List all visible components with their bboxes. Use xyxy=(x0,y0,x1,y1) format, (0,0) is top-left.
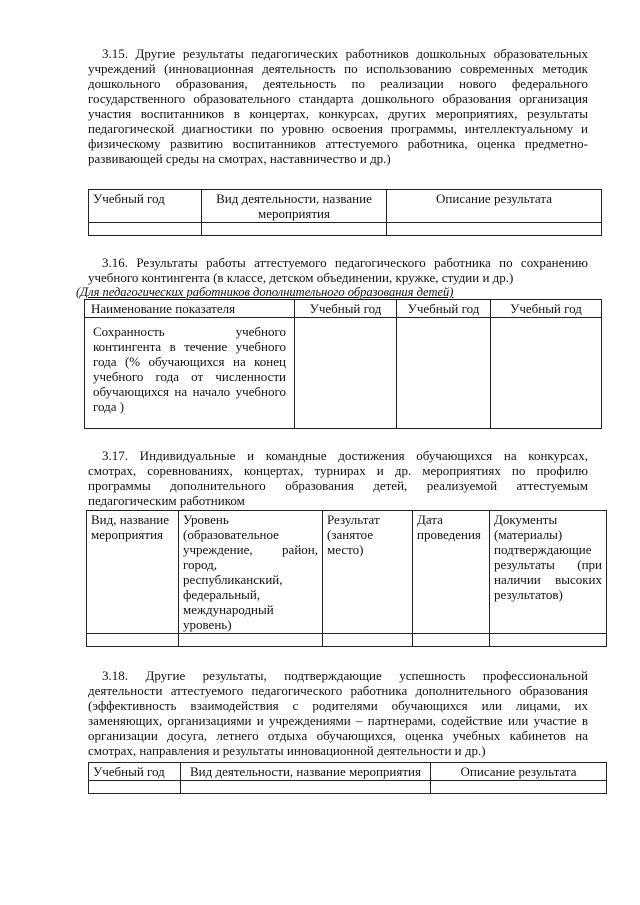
header-cell: Учебный год xyxy=(295,300,397,318)
table-cell xyxy=(179,634,323,647)
header-cell: Наименование показателя xyxy=(85,300,295,318)
section-3-16-text xyxy=(88,255,588,285)
table-3-15 xyxy=(88,189,602,236)
section-3-17-text xyxy=(88,448,588,508)
table-cell xyxy=(89,781,181,794)
header-cell: Вид, название мероприятия xyxy=(87,511,179,634)
text-line: 3.17. Индивидуальные и командные достижения обучающихся на конкурсах, xyxy=(102,448,588,463)
table-cell xyxy=(323,634,413,647)
header-cell: Результат (занятое место) xyxy=(323,511,413,634)
header-cell: Учебный год xyxy=(89,763,181,781)
text-line: организации досуга, летнего отдыха обучающихся, оценка учебных кабинетов на xyxy=(88,728,588,743)
table-cell xyxy=(413,634,490,647)
text-line: учебного контингента (в классе, детском объединении, кружке, студии и др.) xyxy=(88,270,514,285)
table-cell xyxy=(490,634,607,647)
header-cell: Дата проведения xyxy=(413,511,490,634)
table-cell xyxy=(431,781,607,794)
section-3-18-text xyxy=(88,668,588,758)
section-3-16-note: (Для педагогических работников дополнительного образования детей) xyxy=(76,285,454,299)
table-3-16 xyxy=(84,299,602,429)
text-line: 3.15. Другие результаты педагогических работников дошкольных образовательных xyxy=(102,46,588,61)
table-cell xyxy=(87,634,179,647)
table-3-17 xyxy=(86,510,607,647)
header-cell: Описание результата xyxy=(431,763,607,781)
header-cell: Вид деятельности, название мероприятия xyxy=(181,763,431,781)
text-line: смотрах, соревнованиях, концертах, турнирах и др. мероприятиях по профилю xyxy=(88,463,588,478)
text-line: учреждений (инновационная деятельность по использованию современных методик xyxy=(88,61,588,76)
text-line: педагогическим работником xyxy=(88,493,245,508)
header-cell: Учебный год xyxy=(491,300,602,318)
header-cell: Учебный год xyxy=(89,190,202,223)
text-line: дошкольного образования, деятельность по реализации нового федерального xyxy=(88,76,588,91)
table-cell xyxy=(387,223,602,236)
header-cell: Учебный год xyxy=(397,300,491,318)
header-cell: Описание результата xyxy=(387,190,602,223)
text-line: физическому развитию воспитанников аттестуемого работника, оценка предметно- xyxy=(88,136,588,151)
text-line: педагогической диагностики по уровню освоения программы, интеллектуальному и xyxy=(88,121,588,136)
text-line: (эффективность взаимодействия с родителями обучающихся или лицами, их xyxy=(88,698,588,713)
text-line: государственного образовательного стандарта дошкольного образования организация xyxy=(88,91,588,106)
table-cell xyxy=(181,781,431,794)
table-cell xyxy=(491,318,602,429)
table-cell xyxy=(202,223,387,236)
text-line: деятельности аттестуемого педагогического работника дополнительного образования xyxy=(88,683,588,698)
text-line: заменяющих, организациями и учреждениями – партнерами, содействие или участие в xyxy=(88,713,588,728)
text-line: программы дополнительного образования детей, реализуемой аттестуемым xyxy=(88,478,588,493)
table-cell xyxy=(397,318,491,429)
table-cell xyxy=(295,318,397,429)
header-cell: Документы (материалы) подтверждающие результаты (при наличии высоких результатов) xyxy=(490,511,607,634)
text-line: участия воспитанников в концертах, конкурсах, других мероприятиях, результаты xyxy=(88,106,588,121)
text-line: 3.16. Результаты работы аттестуемого педагогического работника по сохранению xyxy=(102,255,588,270)
text-line: развивающей среды на смотрах, наставничество и др.) xyxy=(88,151,391,166)
table-cell xyxy=(89,223,202,236)
section-3-15-text xyxy=(88,46,588,166)
header-cell: Уровень (образовательное учреждение, район, город, республиканский, федеральный, международный уровень) xyxy=(179,511,323,634)
table-3-18 xyxy=(88,762,607,794)
text-line: смотрах, направления и результаты инновационной деятельности и др.) xyxy=(88,743,486,758)
header-cell: Вид деятельности, название мероприятия xyxy=(202,190,387,223)
text-line: 3.18. Другие результаты, подтверждающие успешность профессиональной xyxy=(102,668,588,683)
indicator-label: Сохранность учебного контингента в течение учебного года (% обучающихся на конец учебного года от численности обучающихся на начало учебного года ) xyxy=(85,318,295,429)
